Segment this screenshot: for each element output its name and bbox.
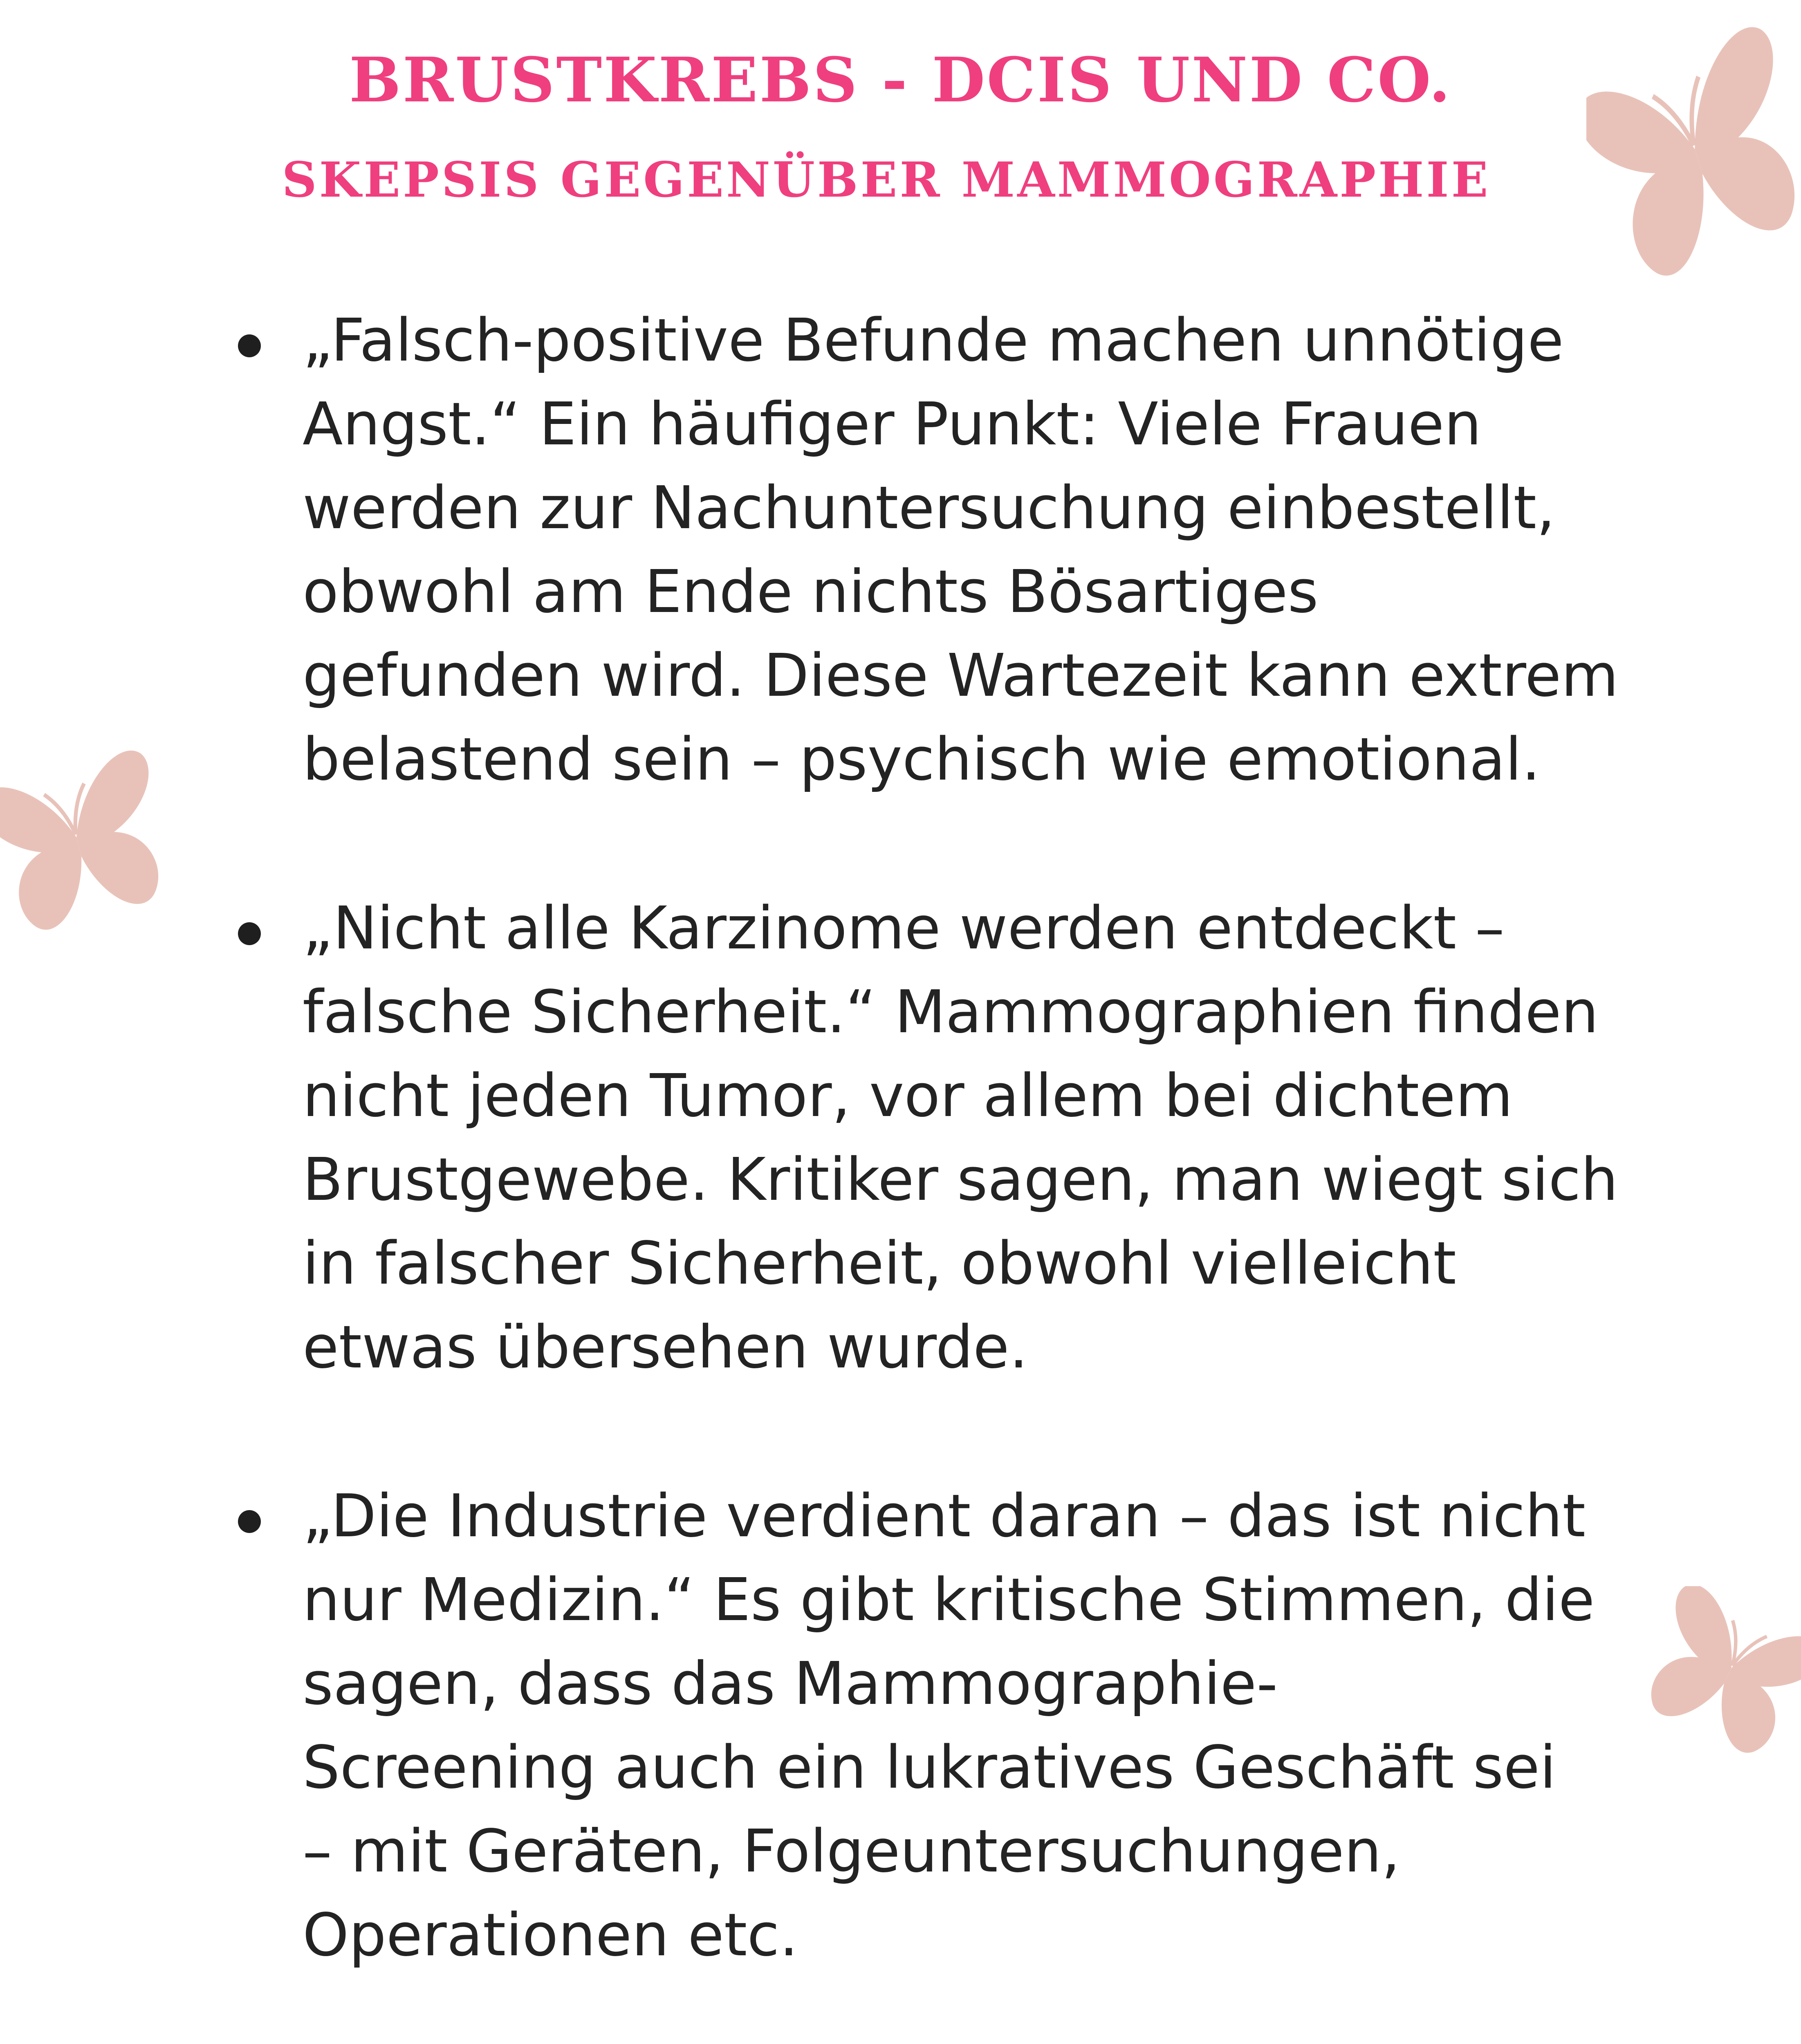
page-title: BRUSTKREBS - DCIS UND CO. xyxy=(349,44,1452,116)
bullet-text-line: „Die Industrie verdient daran – das ist nicht xyxy=(303,1481,1586,1550)
bullet-text-line: Angst.“ Ein häufiger Punkt: Viele Frauen xyxy=(303,390,1482,458)
bullet-text-line: sagen, dass das Mammographie- xyxy=(303,1649,1278,1718)
bullet-list xyxy=(229,298,1648,2044)
butterfly-icon xyxy=(1586,25,1801,286)
bullet-dot xyxy=(238,334,261,357)
bullet-item-false-positive xyxy=(229,298,1648,801)
bullet-text-line: „Falsch-positive Befunde machen unnötige xyxy=(303,306,1564,374)
bullet-text-line: nur Medizin.“ Es gibt kritische Stimmen, die xyxy=(303,1565,1595,1634)
butterfly-icon xyxy=(0,744,172,940)
bullet-text-line: Brustgewebe. Kritiker sagen, man wiegt sich xyxy=(303,1145,1618,1214)
bullet-text-line: Screening auch ein lukratives Geschäft sei xyxy=(303,1733,1556,1802)
bullet-text-line: in falscher Sicherheit, obwohl vielleicht xyxy=(303,1229,1456,1298)
bullet-text-line: Operationen etc. xyxy=(303,1901,798,1969)
bullet-text-line: – mit Geräten, Folgeuntersuchungen, xyxy=(303,1817,1400,1885)
butterfly-icon xyxy=(1644,1586,1801,1758)
bullet-dot xyxy=(238,1510,261,1533)
bullet-text-line: falsche Sicherheit.“ Mammographien finden xyxy=(303,977,1599,1046)
bullet-text-line: etwas übersehen wurde. xyxy=(303,1313,1028,1381)
bullet-text-line: obwohl am Ende nichts Bösartiges xyxy=(303,557,1319,626)
bullet-item-industry xyxy=(229,1474,1648,1977)
bullet-text-line: „Nicht alle Karzinome werden entdeckt – xyxy=(303,894,1505,962)
page-subtitle: SKEPSIS GEGENÜBER MAMMOGRAPHIE xyxy=(282,151,1491,208)
bullet-text-line: werden zur Nachuntersuchung einbestellt, xyxy=(303,473,1555,542)
bullet-text-line: nicht jeden Tumor, vor allem bei dichtem xyxy=(303,1061,1513,1130)
bullet-dot xyxy=(238,922,261,945)
bullet-item-false-security xyxy=(229,886,1648,1389)
bullet-text-line: belastend sein – psychisch wie emotional. xyxy=(303,725,1541,793)
bullet-text-line: gefunden wird. Diese Wartezeit kann extrem xyxy=(303,641,1619,710)
